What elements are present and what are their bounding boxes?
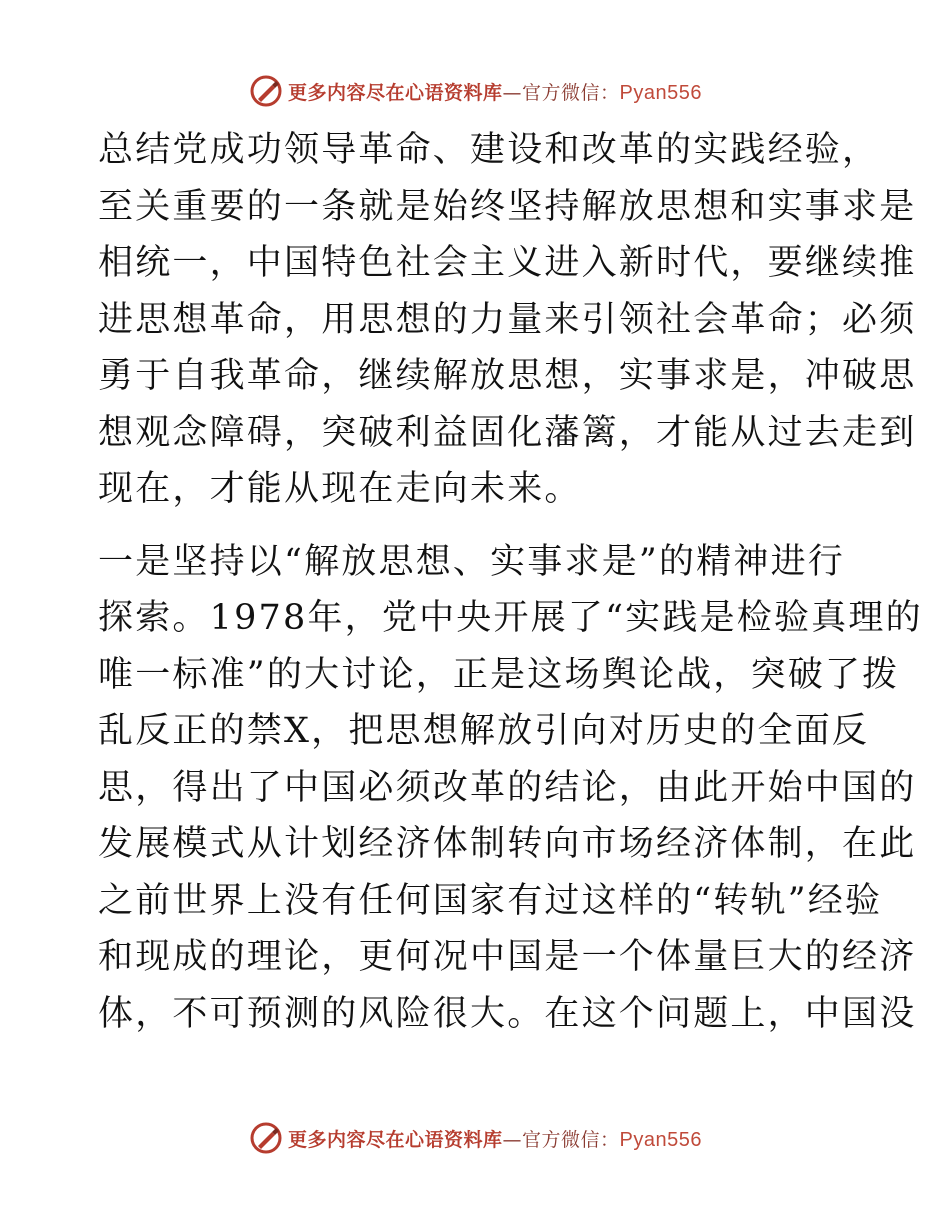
text-line: 探索。1978年，党中央开展了“实践是检验真理的 xyxy=(98,598,923,638)
text-line: 现在，才能从现在走向未来。 xyxy=(98,469,582,509)
text-line: 勇于自我革命，继续解放思想，实事求是，冲破思 xyxy=(98,356,917,396)
text-line: 体，不可预测的风险很大。在这个问题上，中国没 xyxy=(98,993,917,1034)
text-line: 总结党成功领导革命、建设和改革的实践经验， xyxy=(98,130,880,170)
paragraph-2 xyxy=(98,534,923,1043)
text-line: 和现成的理论，更何况中国是一个体量巨大的经济 xyxy=(98,937,917,977)
text-line: 发展模式从计划经济体制转向市场经济体制，在此 xyxy=(98,824,917,864)
pen-logo-icon xyxy=(248,73,284,109)
text-line: 思，得出了中国必须改革的结论，由此开始中国的 xyxy=(98,767,917,808)
footer-watermark xyxy=(0,1118,950,1158)
text-line: 唯一标准”的大讨论，正是这场舆论战，突破了拨 xyxy=(98,654,900,695)
footer-id: Pyan556 xyxy=(619,1128,702,1151)
pen-logo-icon xyxy=(248,1120,284,1156)
footer-sep: —官方微信： xyxy=(502,1128,620,1151)
paragraph-1 xyxy=(98,122,917,518)
footer-text xyxy=(288,1125,702,1152)
header-id: Pyan556 xyxy=(619,81,702,104)
header-watermark xyxy=(0,71,950,111)
text-line: 相统一，中国特色社会主义进入新时代，要继续推 xyxy=(98,243,917,283)
document-body xyxy=(98,122,923,1058)
header-sep: —官方微信： xyxy=(502,81,620,104)
footer-main: 更多内容尽在心语资料库 xyxy=(288,1128,503,1151)
header-text xyxy=(288,78,702,105)
text-line: 一是坚持以“解放思想、实事求是”的精神进行 xyxy=(98,541,845,582)
text-line: 进思想革命，用思想的力量来引领社会革命；必须 xyxy=(98,299,917,340)
text-line: 之前世界上没有任何国家有过这样的“转轨”经验 xyxy=(98,880,883,921)
header-main: 更多内容尽在心语资料库 xyxy=(288,81,503,104)
text-line: 至关重要的一条就是始终坚持解放思想和实事求是 xyxy=(98,186,917,227)
text-line: 想观念障碍，突破利益固化藩篱，才能从过去走到 xyxy=(98,412,917,453)
text-line: 乱反正的禁X，把思想解放引向对历史的全面反 xyxy=(98,711,870,751)
